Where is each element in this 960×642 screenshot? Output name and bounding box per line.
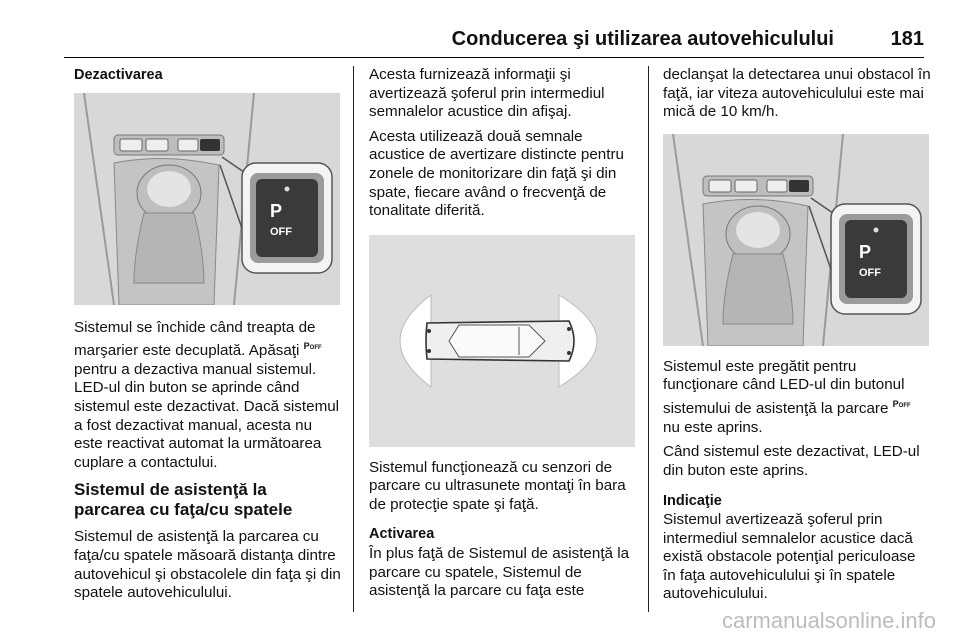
subheading-indicatie: Indicaţie [663,493,722,510]
paragraph: Acesta utilizează două semnale acustice de avertizare distincte pentru zonele de monitorizare din faţă şi din spate, fiecare având o frecvenţă de tonalitate diferită. [369,127,624,220]
sensor-zones-illustration [369,235,635,447]
paragraph: Sistemul avertizează şoferul prin intermediul semnalelor acustice dacă există obstacole potenţial periculoase în faţa autovehiculului şi în spatele autovehiculului. [663,511,916,603]
parking-button-off-label: OFF [859,266,881,279]
paragraph: Acesta furnizează informaţii şi avertizează şoferul prin intermediul semnalelor acustice din afişaj. [369,66,605,121]
paragraph: declanşat la detectarea unui obstacol în faţă, iar viteza autovehiculului este mai mică de 10 km/h. [663,66,931,121]
page-title: Conducerea şi utilizarea autovehiculului [451,28,834,50]
console-illustration [74,93,340,305]
parking-assist-icon: POFF [892,398,911,409]
header-rule [64,57,924,58]
column-divider [353,66,354,612]
paragraph: Sistemul se închide când treapta de marşarier este decuplată. Apăsaţi $^{POFF}$ pentru a dezactiva manual sistemul. LED-ul din buton se aprinde când sistemul este dezactivat. Dacă sistemul a fost dezactivat manual, acesta nu este reactivat automat la următoarea cuplare a contactului. [74,318,340,471]
console-illustration [663,134,929,346]
paragraph: Sistemul funcţionează cu senzori de parcare cu ultrasunete montaţi în bara de protecţie spate şi faţă. [369,458,626,513]
subheading-dezactivarea: Dezactivarea [74,67,163,83]
page-header [64,28,924,56]
sensor-zones-drawing [369,235,635,447]
column-3 [663,66,931,610]
paragraph: În plus faţă de Sistemul de asistenţă la parcare cu spatele, Sistemul de asistenţă la parcare cu faţa este [369,545,630,600]
console-drawing [74,93,340,305]
watermark: carmanualsonline.info [721,608,936,633]
column-1 [74,66,342,609]
subheading-activarea: Activarea [369,525,435,542]
section-heading: Sistemul de asistenţă la parcarea cu faţa/cu spatele [74,480,293,520]
console-drawing [663,134,929,346]
parking-assist-icon: POFF [303,341,322,352]
parking-button-p-label: P [270,200,283,221]
parking-button-off-label: OFF [270,225,292,238]
column-divider [648,66,649,612]
column-2 [369,66,637,607]
paragraph: Sistemul este pregătit pentru funcţionare când LED-ul din butonul sistemului de asistenţă la parcare $^{POFF}$ nu este aprins. [663,357,911,436]
paragraph: Sistemul de asistenţă la parcarea cu faţa/cu spatele măsoară distanţa dintre autovehicul şi obstacolele din faţa şi din spatele autovehiculului. [74,528,341,602]
paragraph: Când sistemul este dezactivat, LED-ul din buton este aprins. [663,443,920,479]
parking-button-p-label: P [859,241,872,262]
page-number: 181 [890,28,924,50]
